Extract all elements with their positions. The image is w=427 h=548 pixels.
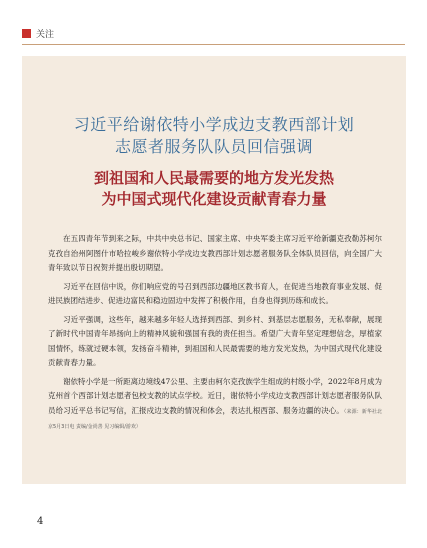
article-paragraph: 习近平强调，这些年，越来越多年轻人选择到西部、到乡村、到基层志愿服务，无私奉献，展现了新时代中国青年昂扬向上的精神风貌和强国有我的责任担当。希望广大青年坚定理想信念，厚植家国情怀，练就过硬本领，发扬奋斗精神，到祖国和人民最需要的地方发光发热，为中国式现代化建设贡献青春力量。 <box>48 314 382 367</box>
article-title-line-2: 志愿者服务队队员回信强调 <box>114 137 313 156</box>
article-body <box>48 232 382 439</box>
article-paragraph-last <box>48 375 382 435</box>
page-number: 4 <box>37 516 44 527</box>
article-paragraph: 习近平在回信中说，你们响应党的号召到西部边疆地区教书育人，在促进当地教育事业发展、促进民族团结进步、促进边富民和稳边固边中发挥了积极作用，自身也得到历练和成长。 <box>48 281 382 305</box>
section-header <box>22 26 54 40</box>
section-marker-icon <box>22 29 31 38</box>
header-divider <box>22 44 405 45</box>
article-title-line-1: 习近平给谢依特小学成边支教西部计划 <box>73 115 355 134</box>
article-paragraph-text: 谢依特小学是一所距离边境线47公里、主要由柯尔克孜族学生组成的村级小学，2022年8月成为克州首个西部计划志愿者包校支教的试点学校。近日，谢依特小学戍边支教西部计划志愿者服务队队员给习近平总书记写信，汇报戍边支教的情况和体会，表达扎根西部、服务边疆的决心。 <box>48 376 382 415</box>
article-paragraph: 在五四青年节到来之际，中共中央总书记、国家主席、中央军委主席习近平给新疆克孜勒苏柯尔克孜自治州阿图什市哈拉峻乡谢依特小学戍边支教西部计划志愿者服务队全体队员回信，向全国广大青年致以节日祝贺并提出殷切期望。 <box>48 234 382 272</box>
article-title <box>22 114 406 158</box>
article-panel <box>22 56 406 484</box>
source-note: （来源：新华社北京5月3日电 责编/金尚善 见习编辑/游欢） <box>48 408 382 430</box>
article-subtitle-line-2: 为中国式现代化建设贡献青春力量 <box>101 190 327 208</box>
section-label: 关注 <box>36 29 55 40</box>
article-subtitle-line-1: 到祖国和人民最需要的地方发光发热 <box>93 169 334 187</box>
article-subtitle <box>22 168 406 210</box>
